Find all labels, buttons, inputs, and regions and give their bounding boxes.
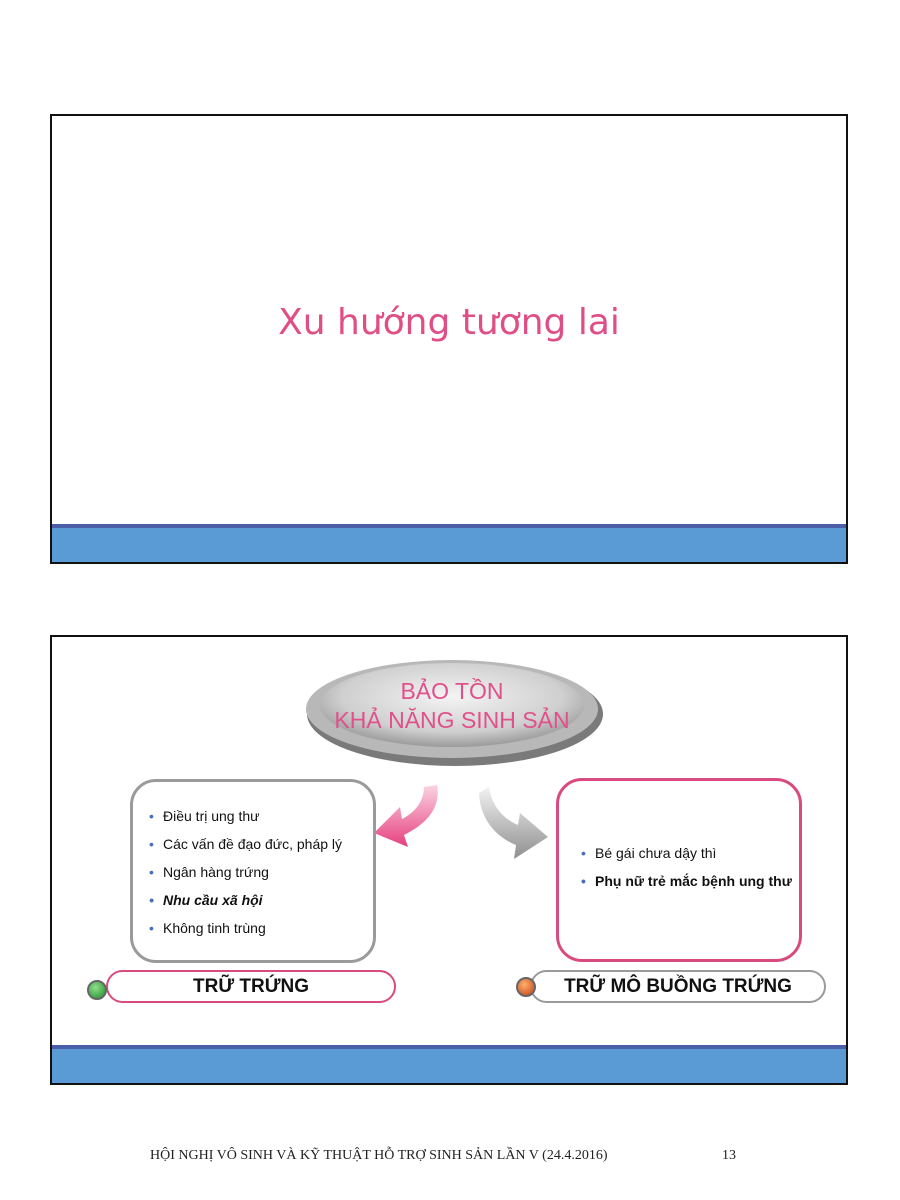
green-dot-icon	[87, 980, 107, 1000]
left-bullet-list	[149, 806, 342, 946]
list-item: • Phụ nữ trẻ mắc bệnh ung thư	[581, 871, 792, 899]
center-title-line-1: BẢO TỒN	[400, 678, 504, 704]
list-item: • Ngân hàng trứng	[149, 862, 342, 890]
label-pill-right: TRỮ MÔ BUỒNG TRỨNG	[530, 970, 826, 1003]
footer-text: HỘI NGHỊ VÔ SINH VÀ KỸ THUẬT HỖ TRỢ SINH SẢN LẦN V (24.4.2016)	[150, 1148, 608, 1163]
left-info-box	[130, 779, 376, 963]
page-number: 13	[722, 1148, 736, 1163]
slide-2	[50, 635, 848, 1085]
slide-bottom-bar	[52, 524, 846, 562]
slide-1	[50, 114, 848, 564]
center-title-line-2: KHẢ NĂNG SINH SẢN	[334, 707, 570, 733]
left-curved-arrow	[374, 785, 438, 847]
list-item: • Không tinh trùng	[149, 918, 342, 946]
right-info-box	[556, 778, 802, 962]
center-title	[312, 677, 592, 735]
list-item: • Bé gái chưa dậy thì	[581, 843, 792, 871]
list-item: • Các vấn đề đạo đức, pháp lý	[149, 834, 342, 862]
slide-bottom-bar	[52, 1045, 846, 1083]
list-item: • Điều trị ung thư	[149, 806, 342, 834]
right-bullet-list	[581, 843, 792, 899]
right-curved-arrow	[479, 787, 548, 859]
orange-dot-icon	[516, 977, 536, 997]
label-pill-left: TRỮ TRỨNG	[106, 970, 396, 1003]
list-item: • Nhu cầu xã hội	[149, 890, 342, 918]
slide-title: Xu hướng tương lai	[278, 302, 620, 343]
